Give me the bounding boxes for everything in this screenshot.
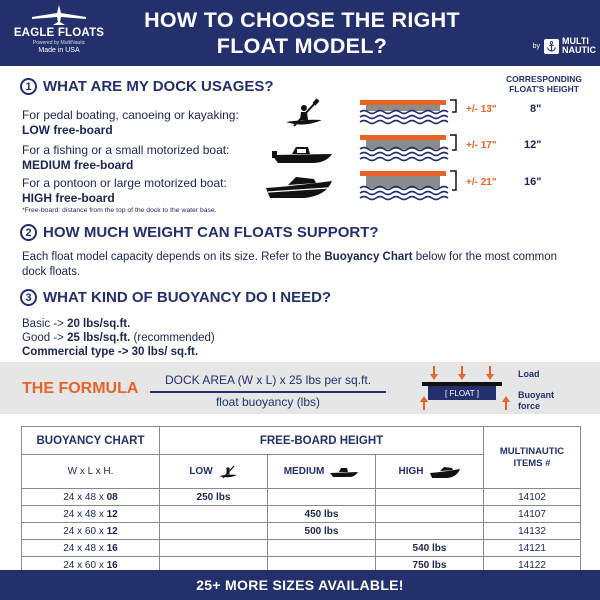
section-title: HOW MUCH WEIGHT CAN FLOATS SUPPORT? — [43, 224, 379, 241]
freeboard-value-high: +/- 21" — [466, 177, 497, 188]
freeboard-value-low: +/- 13" — [466, 104, 497, 115]
formula-label: THE FORMULA — [22, 380, 139, 397]
corresponding-height-header: CORRESPONDING FLOAT'S HEIGHT — [505, 74, 583, 94]
level-header-medium: MEDIUM — [268, 455, 376, 489]
formula-divider — [150, 391, 386, 393]
footer-banner: 25+ MORE SIZES AVAILABLE! — [0, 570, 600, 600]
kayak-icon — [218, 465, 238, 479]
float-height-high: 16" — [524, 176, 542, 188]
dock-figure-medium — [356, 134, 460, 164]
float-height-medium: 12" — [524, 139, 542, 151]
level-header-low: LOW — [160, 455, 268, 489]
load-buoyancy-figure — [420, 364, 516, 412]
fishing-boat-icon — [270, 141, 334, 165]
float-label: [ FLOAT ] — [445, 389, 479, 398]
section-title: WHAT KIND OF BUOYANCY DO I NEED? — [43, 289, 332, 306]
table-row: 24 x 60 x 16 750 lbs 14122 — [22, 557, 581, 574]
section-number: 2 — [20, 224, 37, 241]
brand-right-text: MULTI NAUTIC — [562, 36, 596, 55]
header-banner — [0, 0, 600, 66]
formula-numerator: DOCK AREA (W x L) x 25 lbs per sq.ft. — [164, 373, 372, 387]
dock-figure-high — [356, 170, 460, 202]
dock-figure-low — [356, 98, 460, 128]
float-height-low: 8" — [530, 103, 542, 115]
jet-icon — [30, 4, 88, 26]
section-title: WHAT ARE MY DOCK USAGES? — [43, 78, 274, 95]
section-number: 1 — [20, 78, 37, 95]
fishing-boat-icon — [329, 466, 359, 478]
usage-item-medium: For a fishing or a small motorized boat: MEDIUM free-board — [22, 143, 230, 172]
page-title: HOW TO CHOOSE THE RIGHT FLOAT MODEL? — [144, 8, 460, 58]
dimension-header: W x L x H. — [22, 455, 160, 489]
freeboard-footnote: *Free-board: distance from the top of the dock to the water base. — [22, 207, 217, 214]
table-row: 24 x 48 x 08 250 lbs 14102 — [22, 489, 581, 506]
buoyancy-basic: Basic -> 20 lbs/sq.ft. — [22, 318, 131, 330]
anchor-icon — [544, 39, 559, 54]
brand-left-sub: Powered by MultiNautic — [32, 40, 86, 46]
chart-title: BUOYANCY CHART — [22, 427, 160, 455]
multinautic-logo — [533, 37, 596, 55]
buoyancy-good: Good -> 25 lbs/sq.ft. (recommended) — [22, 332, 215, 344]
brand-right-by: by — [532, 42, 540, 50]
brand-left-name: EAGLE FLOATS — [13, 27, 105, 39]
level-header-high: HIGH — [376, 455, 484, 489]
table-row: 24 x 60 x 12 500 lbs 14132 — [22, 523, 581, 540]
motorboat-icon — [264, 172, 334, 200]
kayak-icon — [284, 98, 324, 130]
buoyant-force-label: Buoyant force — [518, 390, 554, 411]
section-3-heading — [20, 289, 331, 306]
items-header: MULTINAUTIC ITEMS # — [484, 427, 581, 489]
freeboard-header: FREE-BOARD HEIGHT — [160, 427, 484, 455]
buoyancy-commercial: Commercial type -> 30 lbs/ sq.ft. — [22, 346, 199, 358]
load-label: Load — [518, 369, 540, 379]
brand-left-made: Made in USA — [38, 47, 80, 54]
formula-denominator: float buoyancy (lbs) — [215, 395, 321, 409]
usage-item-low: For pedal boating, canoeing or kayaking: LOW free-board — [22, 108, 239, 137]
motorboat-icon — [429, 465, 461, 479]
table-row: 24 x 48 x 16 540 lbs 14121 — [22, 540, 581, 557]
freeboard-value-medium: +/- 17" — [466, 140, 497, 151]
eagle-floats-logo — [6, 4, 112, 62]
section-number: 3 — [20, 289, 37, 306]
section-2-paragraph: Each float model capacity depends on its size. Refer to the Buoyancy Chart below for the most common dock floats. — [22, 251, 558, 278]
section-1-heading — [20, 78, 274, 95]
section-2-heading — [20, 224, 379, 241]
buoyancy-chart-table — [21, 426, 581, 574]
usage-item-high: For a pontoon or large motorized boat: HIGH free-board — [22, 176, 227, 205]
table-row: 24 x 48 x 12 450 lbs 14107 — [22, 506, 581, 523]
